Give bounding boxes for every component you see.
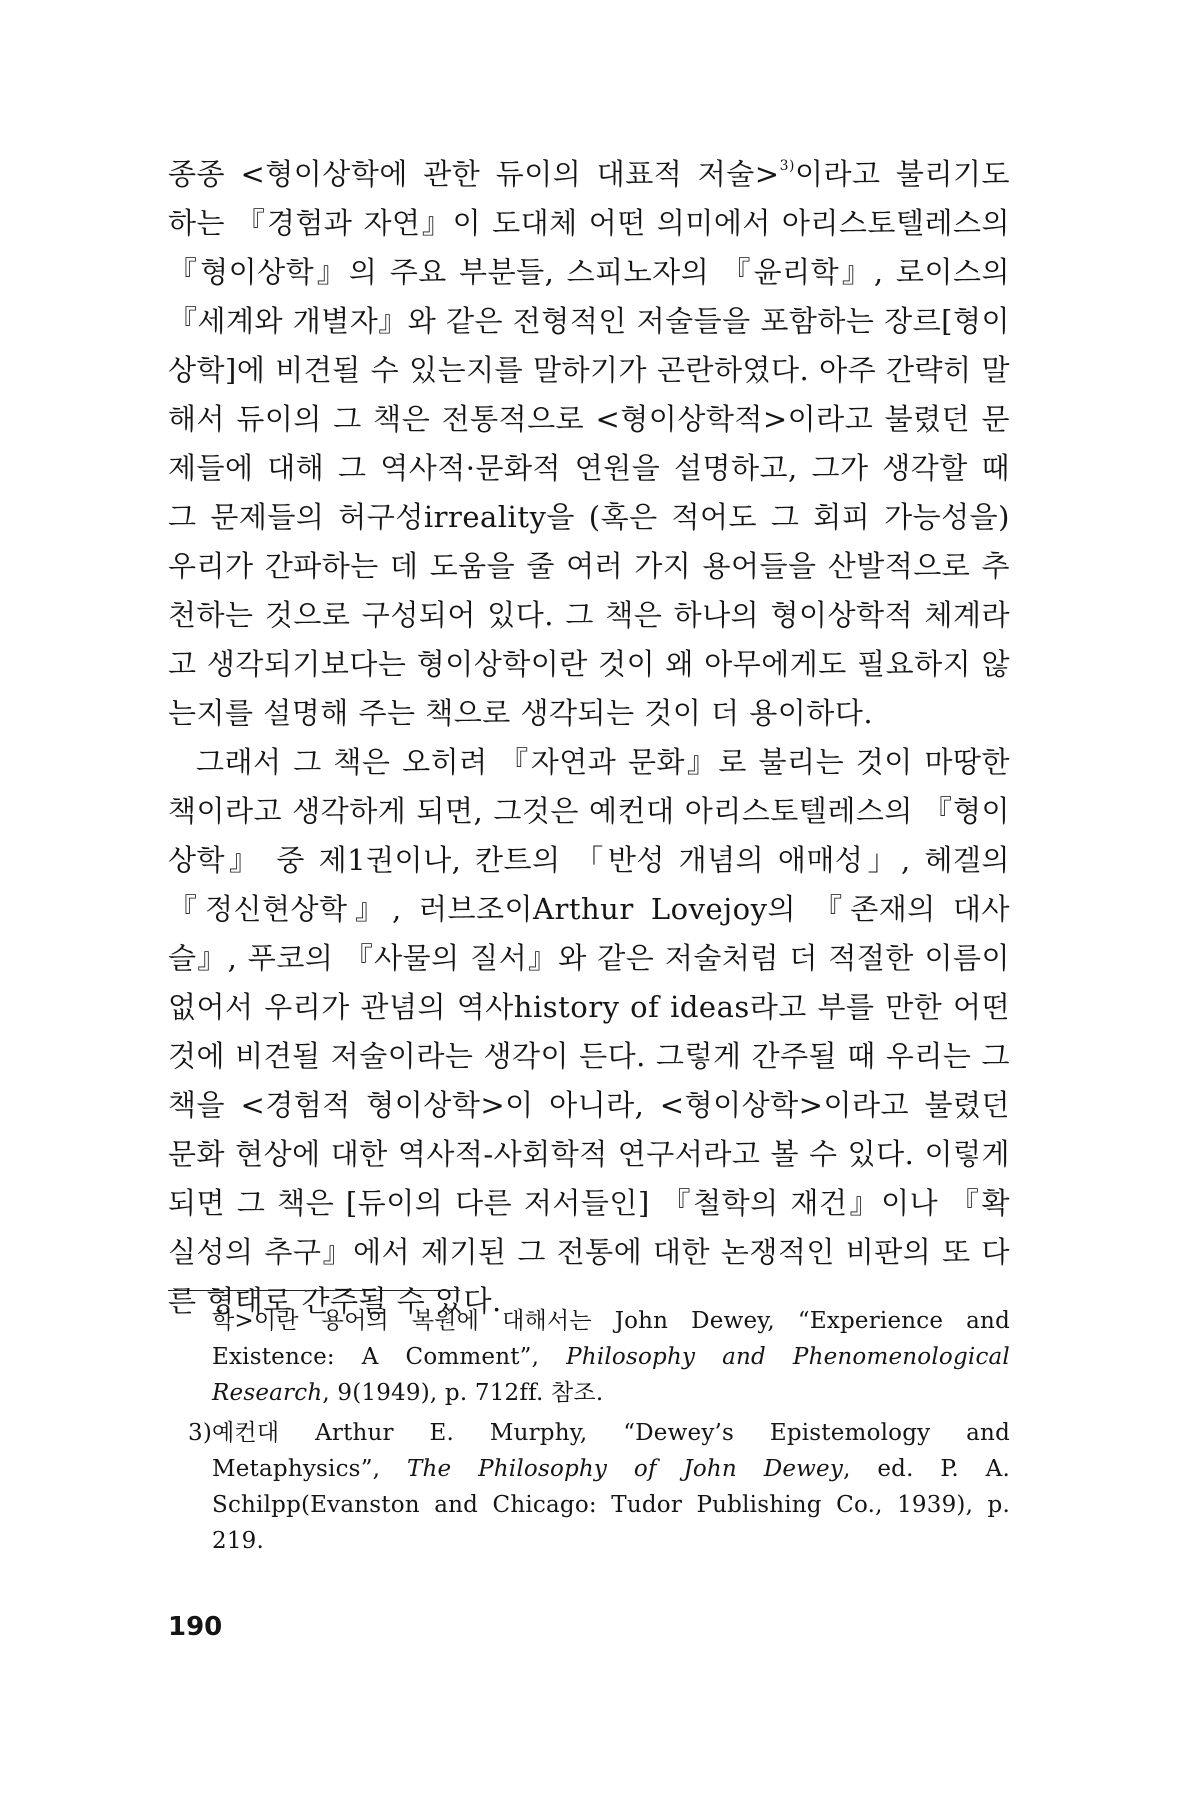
- footnote-3: [188, 1415, 1010, 1559]
- footnote-3-text-b: , ed. P. A. Schilpp(Evanston and Chicago: Tudor Publishing Co., 1939), p. 219.: [212, 1456, 1011, 1554]
- footnote-2-text-b: , 9(1949), p. 712ff. 참조.: [322, 1380, 604, 1406]
- footnote-3-book-title: The Philosophy of John Dewey: [406, 1456, 844, 1482]
- footnote-3-number: 3): [188, 1420, 213, 1446]
- footnote-divider: [168, 1290, 460, 1291]
- paragraph-1: [168, 150, 1010, 738]
- footnote-2-journal: Philosophy and Phenomenological Research: [212, 1344, 1010, 1406]
- footnote-2-text-a: 학>이란 용어의 복원에 대해서는 John Dewey, “Experience and Existence: A Comment”,: [212, 1308, 1010, 1370]
- footnote-3-text-a: 예컨대 Arthur E. Murphy, “Dewey’s Epistemology and Metaphysics”,: [212, 1420, 1010, 1482]
- page-number: 190: [168, 1612, 223, 1642]
- paragraph-2: 그래서 그 책은 오히려 『자연과 문화』로 불리는 것이 마땅한 책이라고 생각하게 되면, 그것은 예컨대 아리스토텔레스의 『형이상학』 중 제1권이나, 칸트의 「반성 개념의 애매성」, 헤겔의 『정신현상학』, 러브조이Arthur Lovejoy의 『존재의 대사슬』, 푸코의 『사물의 질서』와 같은 저술처럼 더 적절한 이름이 없어서 우리가 관념의 역사history of ideas라고 부를 만한 어떤 것에 비견될 저술이라는 생각이 든다. 그렇게 간주될 때 우리는 그 책을 <경험적 형이상학>이 아니라, <형이상학>이라고 불렸던 문화 현상에 대한 역사적-사회학적 연구서라고 볼 수 있다. 이렇게 되면 그 책은 [듀이의 다른 저서들인] 『철학의 재건』이나 『확실성의 추구』에서 제기된 그 전통에 대한 논쟁적인 비판의 또 다른 형태로 간주될 수 있다.: [168, 745, 1010, 1318]
- paragraph-1-part-a: 종종 <형이상학에 관한 듀이의 대표적 저술>: [168, 157, 780, 191]
- footnote-2-continuation: [188, 1303, 1010, 1411]
- footnote-ref-3: 3): [779, 158, 795, 174]
- footnotes: [188, 1303, 1010, 1563]
- main-text: [168, 150, 1010, 1326]
- paragraph-1-part-b: 이라고 불리기도 하는 『경험과 자연』이 도대체 어떤 의미에서 아리스토텔레스의 『형이상학』의 주요 부분들, 스피노자의 『윤리학』, 로이스의 『세계와 개별자』와 같은 전형적인 저술들을 포함하는 장르[형이상학]에 비견될 수 있는지를 말하기가 곤란하였다. 아주 간략히 말해서 듀이의 그 책은 전통적으로 <형이상학적>이라고 불렸던 문제들에 대해 그 역사적·문화적 연원을 설명하고, 그가 생각할 때 그 문제들의 허구성irreality을 (혹은 적어도 그 회피 가능성을) 우리가 간파하는 데 도움을 줄 여러 가지 용어들을 산발적으로 추천하는 것으로 구성되어 있다. 그 책은 하나의 형이상학적 체계라고 생각되기보다는 형이상학이란 것이 왜 아무에게도 필요하지 않는지를 설명해 주는 책으로 생각되는 것이 더 용이하다.: [168, 157, 1010, 730]
